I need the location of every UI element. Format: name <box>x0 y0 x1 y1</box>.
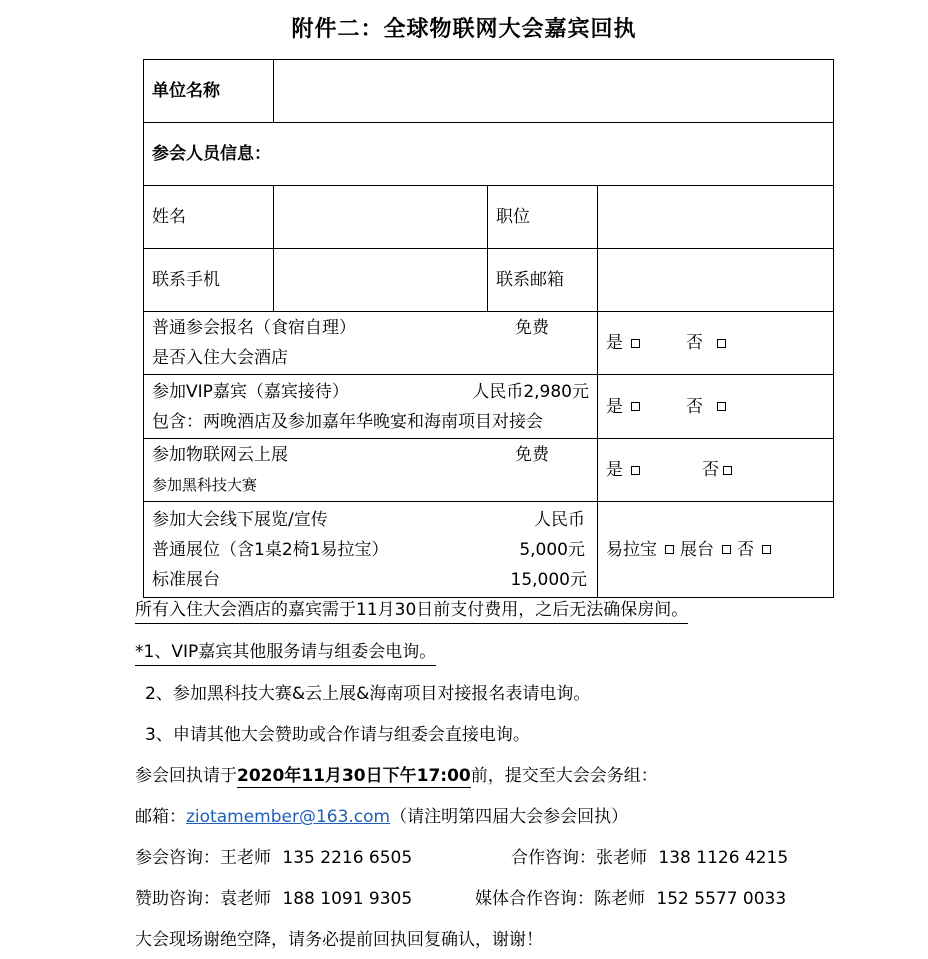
yes-label: 是 <box>606 396 623 417</box>
deadline-date: 2020年11月30日下午17:00 <box>237 766 471 786</box>
email-input-cell[interactable] <box>598 249 834 312</box>
yes-checkbox[interactable] <box>631 339 640 348</box>
unit-label: 单位名称 <box>144 60 274 123</box>
no-label: 否 <box>686 333 703 353</box>
cloud-price: 免费 <box>515 445 549 465</box>
offline-price1: 人民币 <box>534 509 585 530</box>
no-label: 否 <box>686 396 703 417</box>
ordinary-option-cell <box>144 312 598 375</box>
ordinary-price: 免费 <box>515 318 549 338</box>
yes-checkbox[interactable] <box>631 466 640 475</box>
phone-label: 联系手机 <box>144 249 274 312</box>
contact-zhang-label: 合作咨询：张老师 <box>511 848 647 868</box>
offline-line1: 参加大会线下展览/宣传 <box>152 509 328 530</box>
final-note: 大会现场谢绝空降，请务必提前回执回复确认，谢谢！ <box>135 930 543 950</box>
unit-input-cell[interactable] <box>274 60 834 123</box>
yes-label: 是 <box>606 333 623 353</box>
no-checkbox[interactable] <box>723 466 732 475</box>
attendee-info-label: 参会人员信息： <box>144 123 834 186</box>
no-checkbox[interactable] <box>717 402 726 411</box>
contact-row-2 <box>135 887 412 911</box>
banner-checkbox[interactable] <box>665 545 674 554</box>
cloud-line2: 参加黑科技大赛 <box>152 476 258 494</box>
no-checkbox[interactable] <box>762 545 771 554</box>
registration-form <box>143 59 834 598</box>
no-checkbox[interactable] <box>717 339 726 348</box>
ordinary-choice-cell <box>598 312 834 375</box>
cloud-option-cell <box>144 439 598 502</box>
ordinary-line1: 普通参会报名（食宿自理） <box>152 318 356 338</box>
deadline-prefix: 参会回执请于 <box>135 766 237 786</box>
offline-option-cell <box>144 502 598 598</box>
note-sponsor: 3、申请其他大会赞助或合作请与组委会直接电询。 <box>145 725 530 745</box>
hotel-payment-note: 所有入住大会酒店的嘉宾需于11月30日前支付费用，之后无法确保房间。 <box>135 598 688 624</box>
offline-price2: 5,000元 <box>519 539 585 560</box>
vip-choice-cell <box>598 375 834 439</box>
booth-checkbox[interactable] <box>722 545 731 554</box>
yes-checkbox[interactable] <box>631 402 640 411</box>
contact-zhang-phone: 138 1126 4215 <box>658 848 789 868</box>
cloud-choice-cell <box>598 439 834 502</box>
deadline-line <box>135 764 658 788</box>
yes-label: 是 <box>606 460 623 480</box>
offline-line3: 标准展台 <box>152 569 220 590</box>
no-label: 否 <box>702 460 719 480</box>
position-input-cell[interactable] <box>598 186 834 249</box>
cloud-line1: 参加物联网云上展 <box>152 445 288 465</box>
offline-line2: 普通展位（含1桌2椅1易拉宝） <box>152 539 389 560</box>
contact-yuan-phone: 188 1091 9305 <box>282 889 413 909</box>
deadline-suffix: 前，提交至大会会务组： <box>470 766 658 786</box>
contact-wang-phone: 135 2216 6505 <box>282 848 413 868</box>
email-label: 联系邮箱 <box>488 249 598 312</box>
ordinary-line2: 是否入住大会酒店 <box>152 348 288 368</box>
email-line <box>135 805 628 829</box>
offline-price3: 15,000元 <box>510 569 587 590</box>
page-title: 附件二：全球物联网大会嘉宾回执 <box>291 17 637 42</box>
vip-line2: 包含：两晚酒店及参加嘉年华晚宴和海南项目对接会 <box>152 411 543 432</box>
contact-zhang <box>511 846 788 870</box>
contact-wang-label: 参会咨询：王老师 <box>135 848 271 868</box>
contact-chen <box>475 887 786 911</box>
vip-line1: 参加VIP嘉宾（嘉宾接待） <box>152 381 349 402</box>
booth-label: 展台 <box>680 539 714 560</box>
note-contest: 2、参加黑科技大赛&云上展&海南项目对接报名表请电询。 <box>145 684 591 704</box>
name-label: 姓名 <box>144 186 274 249</box>
note-vip: *1、VIP嘉宾其他服务请与组委会电询。 <box>135 640 436 666</box>
contact-chen-label: 媒体合作咨询：陈老师 <box>475 889 645 909</box>
position-label: 职位 <box>488 186 598 249</box>
vip-option-cell <box>144 375 598 439</box>
email-prefix: 邮箱： <box>135 807 186 827</box>
email-suffix: （请注明第四届大会参会回执） <box>390 807 629 827</box>
offline-choice-cell <box>598 502 834 598</box>
contact-row-1 <box>135 846 412 870</box>
phone-input-cell[interactable] <box>274 249 488 312</box>
contact-yuan-label: 赞助咨询：袁老师 <box>135 889 271 909</box>
banner-label: 易拉宝 <box>606 539 657 560</box>
vip-price: 人民币2,980元 <box>472 381 589 402</box>
contact-chen-phone: 152 5577 0033 <box>656 889 787 909</box>
no-label: 否 <box>737 539 754 560</box>
name-input-cell[interactable] <box>274 186 488 249</box>
email-link[interactable]: ziotamember@163.com <box>186 807 391 827</box>
